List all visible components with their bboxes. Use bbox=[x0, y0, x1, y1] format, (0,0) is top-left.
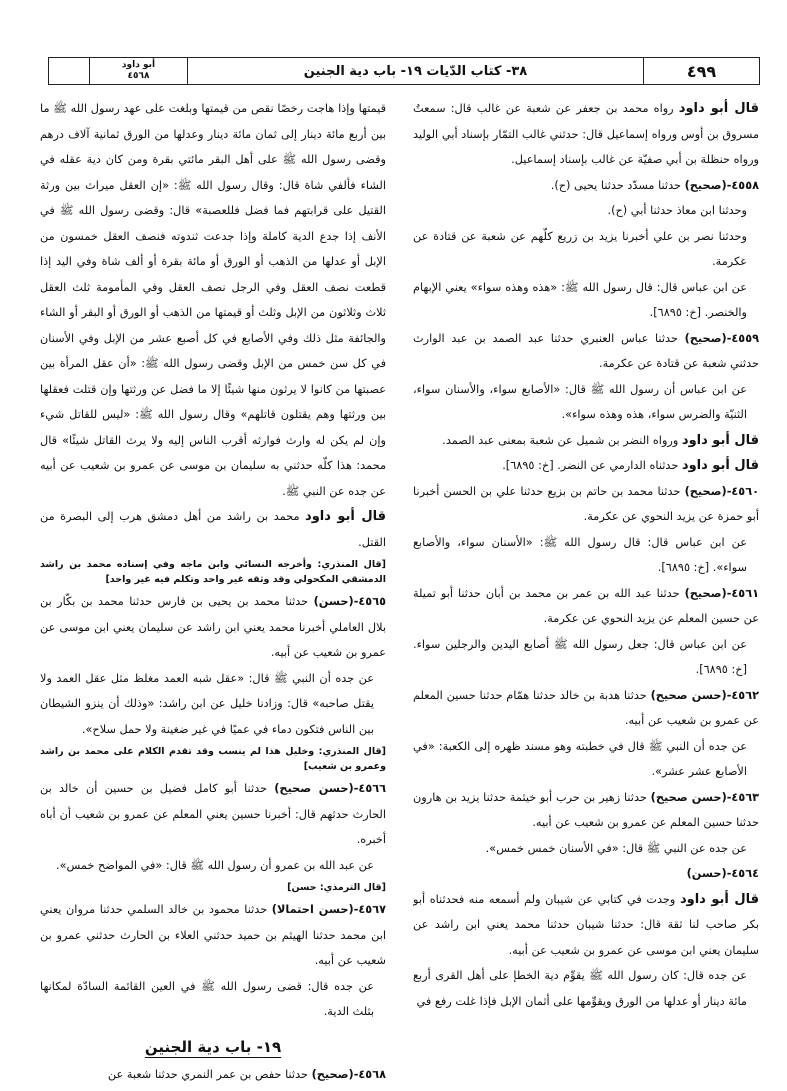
hadith-number: ٤٥٦٧-(حسن احتمالا) bbox=[271, 903, 386, 916]
text-paragraph bbox=[413, 530, 759, 581]
text-paragraph bbox=[40, 666, 386, 743]
text-paragraph bbox=[413, 224, 759, 275]
paragraph-text: حدثنا محمد بن حاتم بن بزيع حدثنا علي بن الحسن أخبرنا أبو حمزة عن يزيد النحوي عن عكرمة. bbox=[413, 484, 759, 523]
editor-note: [قال المنذري: وخليل هذا لم ينسب وقد تقدم الكلام على محمد بن راشد وعمرو بن شعيب] bbox=[40, 746, 386, 772]
hadith-number: ٤٥٥٨-(صحيح) bbox=[684, 178, 759, 192]
hadith-entry bbox=[413, 479, 759, 530]
book-name: أبو داود bbox=[121, 60, 156, 70]
hadith-number: ٤٥٦٥-(حسن) bbox=[313, 595, 386, 608]
text-paragraph bbox=[413, 377, 759, 428]
paragraph-text: قيمتها وإذا هاجت رخصًا نقص من قيمتها وبلغت على عهد رسول الله ﷺ ما بين أربع مائة دينار إلى ثمان مائة دينار وعدلها من الورق ثمانية آلاف درهم وقضى رسول الله ﷺ على أهل البقر مائتي بقرة ومن كان دية عقله في الشاء فألفي شاة قال: وقال رسول الله ﷺ: «إن العقل ميراث بين ورثة القتيل على قرابتهم فما فضل فللعصبة» قال: وقضى رسول الله ﷺ في الأنف إذا جدع الدية كاملة وإذا جدعت ثندوته فنصف العقل خمسون من الإبل أو عدلها من الذهب أو الورق أو مائة بقرة أو ألف شاة وفي اليد إذا قطعت نصف العقل وفي الرجل نصف العقل وفي المأمومة ثلث العقل ثلاث وثلاثون من الإبل وثلث أو قيمتها من الذهب أو الورق أو البقر أو الشاء والجائفة مثل ذلك وفي الأصابع في كل أصبع عشر من الإبل وفي الأسنان في كل سن خمس من الإبل وقضى رسول الله ﷺ: «أن عقل المرأة بين عصبتها من كانوا لا يرثون منها شيئًا إلا ما فضل عن ورثتها وإن قتلت فعقلها بين ورثتها وهم يقتلون قاتلهم» وقال رسول الله ﷺ: «ليس للقاتل شيء وإن لم يكن له وارث فوارثه أقرب الناس إليه ولا يرث القاتل شيئًا» قال محمد: هذا كلّه حدثني به سليمان بن موسى عن عمرو بن شعيب عن أبيه عن جده عن النبي ﷺ. bbox=[40, 102, 386, 498]
text-paragraph bbox=[413, 428, 759, 454]
author-remark-lead: قال أبو داود bbox=[681, 458, 759, 473]
hadith-entry bbox=[413, 785, 759, 836]
author-remark-lead: قال أبو داود bbox=[678, 101, 759, 116]
hadith-number: ٤٥٥٩-(صحيح) bbox=[684, 331, 759, 345]
text-paragraph bbox=[40, 974, 386, 1025]
text-paragraph bbox=[413, 836, 759, 862]
paragraph-text: حدثنا محمد بن يحيى بن فارس حدثنا محمد بن بكّار بن بلال العاملي أخبرنا محمد يعني ابن راشد عن سليمان يعني ابن موسى عن عمرو بن شعيب عن أبيه. bbox=[40, 595, 386, 659]
paragraph-text: حدثنا محمود بن خالد السلمي حدثنا مروان يعني ابن محمد حدثنا الهيثم بن حميد حدثني العلاء بن الحارث حدثني عمرو بن شعيب عن أبيه. bbox=[40, 903, 386, 967]
book-hadith-range: ٤٥٦٨ bbox=[127, 71, 150, 81]
editor-note: [قال الترمذي: حسن] bbox=[287, 882, 386, 893]
paragraph-text: حدثنا عبد الله بن عمر بن محمد بن أبان حدثنا أبو تميلة عن حسين المعلم عن يزيد النحوي عن عكرمة. bbox=[413, 586, 759, 625]
chapter-heading: ١٩- باب دية الجنين bbox=[144, 1037, 282, 1056]
paragraph-text: وحدثنا نصر بن علي أخبرنا يزيد بن زريع كلّهم عن شعبة عن قتادة عن عكرمة. bbox=[413, 229, 747, 268]
text-paragraph bbox=[413, 198, 759, 224]
paragraph-text: عن ابن عباس قال: قال رسول الله ﷺ: «هذه وهذه سواء» يعني الإبهام والخنصر. [خ: ٦٨٩٥]. bbox=[413, 280, 747, 319]
running-title: ٣٨- كتاب الدّيات ١٩- باب دية الجنين bbox=[187, 58, 643, 84]
hadith-entry bbox=[40, 1062, 386, 1081]
hadith-entry bbox=[40, 897, 386, 974]
paragraph-text: عن جده أن النبي ﷺ قال في خطبته وهو مسند ظهره إلى الكعبة: «في الأصابع عشر عشر». bbox=[413, 739, 747, 778]
hadith-number: ٤٥٦٢-(حسن صحيح) bbox=[650, 688, 759, 702]
hadith-entry bbox=[40, 589, 386, 666]
hadith-entry bbox=[413, 861, 759, 887]
author-remark-lead: قال أبو داود bbox=[679, 891, 759, 907]
hadith-number: ٤٥٦٣-(حسن صحيح) bbox=[650, 790, 759, 804]
paragraph-text: عن عبد الله بن عمرو أن رسول الله ﷺ قال: «في المواضح خمس». bbox=[56, 858, 374, 872]
paragraph-text: عن جده قال: كان رسول الله ﷺ يقوِّم دية الخطإ على أهل القرى أربع مائة دينار أو عدلها من الورق ويقوِّمها على أثمان الإبل فإذا غلت رفع في bbox=[413, 969, 747, 1008]
author-remark-lead: قال أبو داود bbox=[681, 432, 759, 448]
paragraph-text: حدثنا زهير بن حرب أبو خيثمة حدثنا يزيد بن هارون حدثنا حسين المعلم عن عمرو بن شعيب عن أبيه. bbox=[413, 790, 759, 829]
paragraph-text: عن ابن عباس قال: قال رسول الله ﷺ: «الأسنان سواء، والأصابع سواء». [خ: ٦٨٩٥]. bbox=[413, 535, 747, 574]
paragraph-text: وحدثنا ابن معاذ حدثنا أبي (ح). bbox=[607, 204, 747, 217]
paragraph-text: حدثنا عباس العنبري حدثنا عبد الصمد بن عبد الوارث حدثني شعبة عن قتادة عن عكرمة. bbox=[413, 331, 759, 370]
paragraph-text: عن جده أن النبي ﷺ قال: «عقل شبه العمد مغلظ مثل عقل العمد ولا يقتل صاحبه» قال: وزادنا خليل عن ابن راشد: «وذلك أن ينزو الشيطان بين الناس فتكون دماء في عميًا في غير ضغينة ولا حمل سلاح». bbox=[40, 671, 374, 736]
hadith-number: ٤٥٦٨-(صحيح) bbox=[311, 1068, 386, 1081]
page-number: ٤٩٩ bbox=[643, 58, 759, 84]
book-reference bbox=[89, 58, 187, 84]
text-paragraph bbox=[40, 96, 386, 504]
hadith-number: ٤٥٦٠-(صحيح) bbox=[684, 484, 759, 498]
paragraph-text: رواه محمد بن جعفر عن شعبة عن غالب قال: سمعتُ مسروق بن أوس ورواه إسماعيل قال: حدثني غالب التمّار بإسناد أبي الوليد ورواه حنظلة بن أبي صفيّة عن غالب بإسناد إسماعيل. bbox=[413, 102, 759, 166]
text-paragraph bbox=[413, 453, 759, 479]
hadith-entry bbox=[40, 776, 386, 853]
text-paragraph bbox=[40, 504, 386, 555]
hadith-entry bbox=[413, 326, 759, 377]
paragraph-text: عن ابن عباس قال: جعل رسول الله ﷺ أصابع اليدين والرجلين سواء. [خ: ٦٨٩٥]. bbox=[413, 637, 747, 676]
text-paragraph bbox=[413, 963, 759, 1014]
author-remark-lead: قال أبو داود bbox=[305, 509, 386, 524]
paragraph-text: وجدت في كتابي عن شيبان ولم أسمعه منه فحدثناه أبو بكر صاحب لنا ثقة قال: حدثنا شيبان حدثنا محمد يعني ابن راشد عن سليمان يعني ابن موسى عن عمرو بن شعيب عن أبيه. bbox=[413, 892, 759, 957]
paragraph-text: حدثنا مسدّد حدثنا يحيى (ح). bbox=[550, 178, 685, 192]
editor-note: [قال المنذري: وأخرجه النسائي وابن ماجه وفي إسناده محمد بن راشد الدمشقي المكحولي وقد وثقه غير واحد وتكلم فيه غير واحد] bbox=[40, 559, 386, 585]
paragraph-text: عن جده قال: قضى رسول الله ﷺ في العين القائمة السادّة لمكانها بثلث الدية. bbox=[40, 979, 374, 1018]
text-paragraph bbox=[413, 887, 759, 964]
text-paragraph bbox=[413, 734, 759, 785]
text-paragraph bbox=[413, 275, 759, 326]
text-paragraph bbox=[40, 853, 386, 879]
hadith-number: ٤٥٦٦-(حسن صحيح) bbox=[274, 782, 386, 795]
text-paragraph bbox=[413, 632, 759, 683]
text-column-left bbox=[40, 96, 386, 1081]
paragraph-text: حدثنا حفص بن عمر النمري حدثنا شعبة عن bbox=[107, 1068, 312, 1081]
paragraph-text: حدثنا أبو كامل فضيل بن حسين أن خالد بن الحارث حدثهم قال: أخبرنا حسين يعني المعلم عن عمرو بن شعيب أن أباه أخبره. bbox=[40, 782, 386, 846]
hadith-number: ٤٥٦٤-(حسن) bbox=[686, 867, 759, 880]
paragraph-text: ورواه النضر بن شميل عن شعبة بمعنى عبد الصمد. bbox=[442, 433, 682, 447]
hadith-number: ٤٥٦١-(صحيح) bbox=[684, 586, 759, 600]
text-paragraph bbox=[413, 96, 759, 173]
hadith-entry bbox=[413, 173, 759, 199]
paragraph-text: محمد بن راشد من أهل دمشق هرب إلى البصرة من القتل. bbox=[40, 510, 386, 549]
header-blank-cell bbox=[49, 58, 89, 84]
hadith-entry bbox=[413, 683, 759, 734]
paragraph-text: عن ابن عباس أن رسول الله ﷺ قال: «الأصابع سواء، والأسنان سواء، الثنيّة والضرس سواء، هذه وهذه سواء». bbox=[413, 382, 747, 421]
paragraph-text: حدثناه الدارمي عن النضر. [خ: ٦٨٩٥]. bbox=[502, 459, 682, 472]
hadith-entry bbox=[413, 581, 759, 632]
page-header bbox=[48, 57, 760, 85]
text-column-right bbox=[413, 96, 759, 1081]
paragraph-text: حدثنا هدبة بن خالد حدثنا همّام حدثنا حسين المعلم عن عمرو بن شعيب عن أبيه. bbox=[413, 688, 759, 727]
paragraph-text: عن جده عن النبي ﷺ قال: «في الأسنان خمس خمس». bbox=[485, 841, 747, 855]
